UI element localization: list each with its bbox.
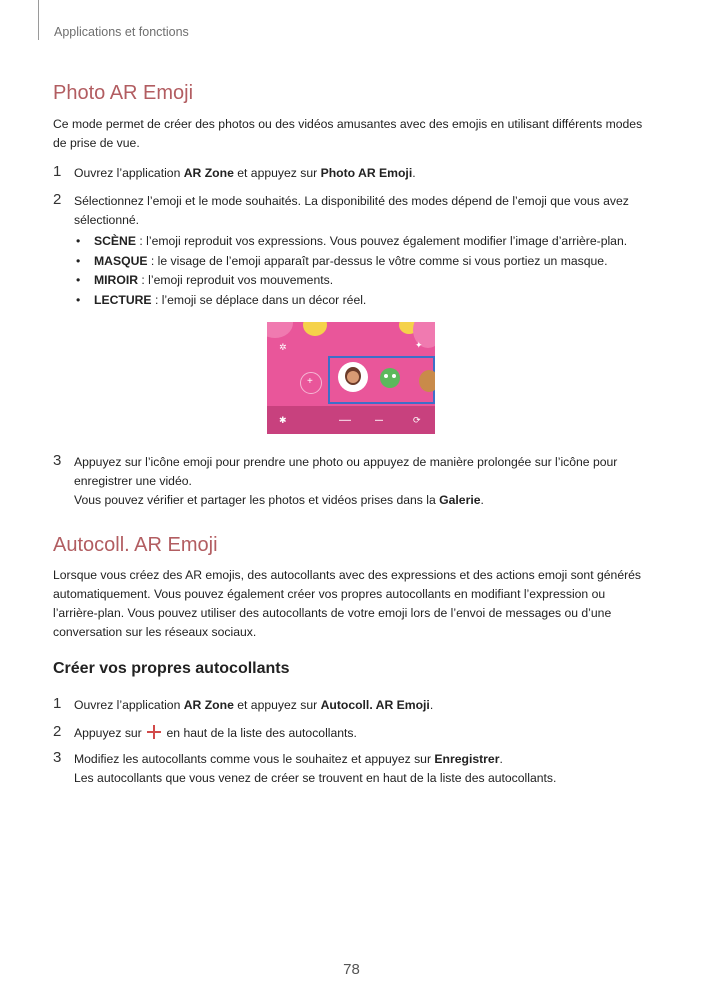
step-number: 2 [53, 723, 62, 740]
plus-icon [147, 725, 161, 739]
header-rule [38, 0, 39, 40]
bullet-masque: • MASQUE : le visage de l’emoji apparaît par-dessus le vôtre comme si vous portiez un masque. [76, 254, 608, 268]
app-name: AR Zone [183, 698, 234, 712]
section2-step-2: 2 Appuyez sur en haut de la liste des autocollants. [53, 723, 357, 740]
decoration-balloon [303, 322, 327, 336]
page-number: 78 [343, 961, 360, 978]
menu-name: Autocoll. AR Emoji [320, 698, 430, 712]
decoration-balloon [267, 322, 293, 338]
bullet-miroir: • MIROIR : l’emoji reproduit vos mouvements. [76, 273, 334, 287]
section2-intro: Lorsque vous créez des AR emojis, des autocollants avec des expressions et des actions emoji sont générés automatiquement. Vous pouvez également créer vos propres autocollants en modifiant l’expression ou l’arrière-plan. Vous pouvez utiliser des autocollants de votre emoji lors de l’envoi de messages ou d’une conversation sur les réseaux sociaux. [53, 568, 642, 639]
section1-step-3: 3 Appuyez sur l’icône emoji pour prendre une photo ou appuyez de manière prolongée sur l’icône pour enregistrer une vidéo. Vous pouvez vérifier et partager les photos et vidéos prises dans la Galerie. [53, 452, 618, 507]
step-number: 1 [53, 695, 62, 712]
camera-control-bar [267, 406, 435, 434]
subsection-title: Créer vos propres autocollants [53, 660, 290, 677]
section1-intro: Ce mode permet de créer des photos ou des vidéos amusantes avec des emojis en utilisant différents modes de prise de vue. [53, 117, 643, 150]
section-title-photo-ar-emoji: Photo AR Emoji [53, 82, 194, 104]
bullet-scene: • SCÈNE : l’emoji reproduit vos expressions. Vous pouvez également modifier l’image d’arrière-plan. [76, 234, 628, 248]
section2-step-1: 1 Ouvrez l’application AR Zone et appuyez sur Autocoll. AR Emoji. [53, 695, 434, 712]
switch-camera-icon[interactable]: ⟳ [413, 415, 421, 425]
section2-step-3: 3 Modifiez les autocollants comme vous le souhaitez et appuyez sur Enregistrer. Les autocollants que vous venez de créer se trouvent en haut de la liste des autocollants. [53, 749, 557, 785]
emoji-animal[interactable] [419, 370, 435, 392]
section1-step-2: 2 Sélectionnez l’emoji et le mode souhaités. La disponibilité des modes dépend de l’emoji que vous avez sélectionné. [53, 191, 629, 227]
emoji-monster[interactable] [380, 368, 400, 388]
section-title-autocoll-ar-emoji: Autocoll. AR Emoji [53, 534, 218, 556]
bullet-lecture: • LECTURE : l’emoji se déplace dans un décor réel. [76, 293, 367, 307]
running-header: Applications et fonctions [54, 25, 189, 39]
magic-icon[interactable]: ✦ [415, 340, 423, 350]
button-name: Enregistrer [434, 752, 500, 766]
camera-screenshot [267, 322, 435, 434]
settings-icon[interactable]: ✱ [279, 415, 287, 425]
mode-label: ▬▬▬ [339, 417, 351, 422]
app-name: AR Zone [183, 166, 234, 180]
step-number: 3 [53, 749, 62, 766]
step-number: 1 [53, 163, 62, 180]
section1-step-1: 1 Ouvrez l’application AR Zone et appuyez sur Photo AR Emoji. [53, 163, 416, 180]
emoji-avatar-selected[interactable] [338, 362, 368, 392]
mode-label: ▬▬ [375, 417, 383, 422]
app-name: Galerie [439, 493, 481, 507]
add-emoji-icon[interactable]: + [300, 372, 322, 394]
menu-name: Photo AR Emoji [320, 166, 413, 180]
step-number: 3 [53, 452, 62, 469]
step-number: 2 [53, 191, 62, 208]
flash-icon[interactable]: ✲ [279, 342, 287, 352]
